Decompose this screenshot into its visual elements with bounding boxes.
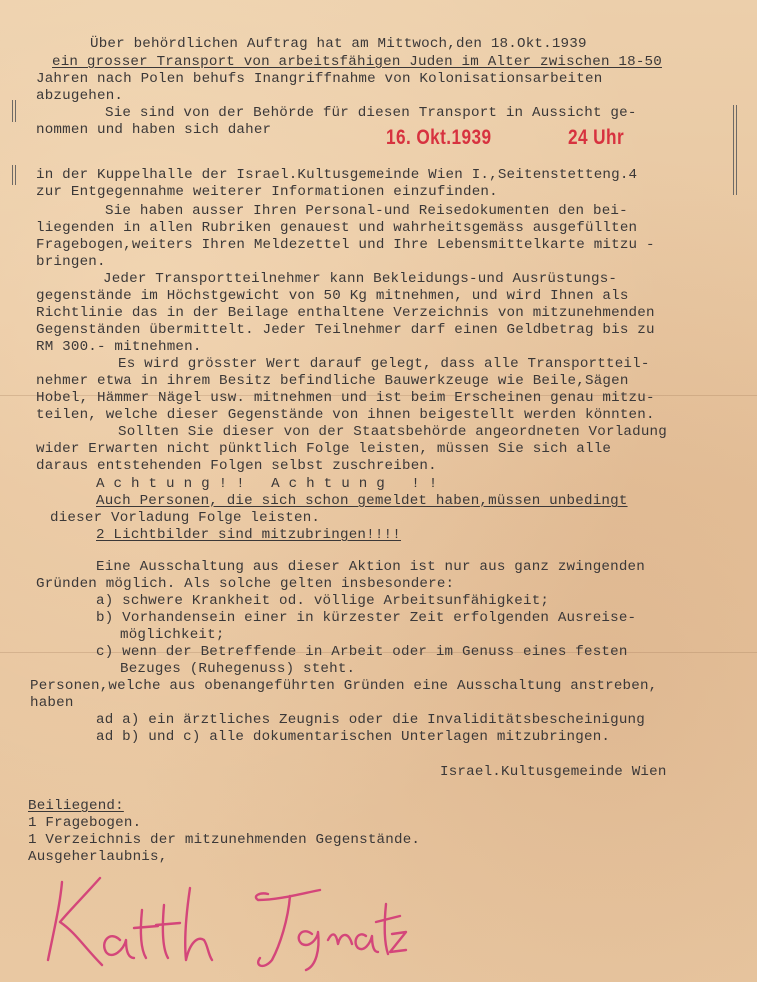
text-line: haben bbox=[30, 695, 74, 711]
text-line: zur Entgegennahme weiterer Informationen einzufinden. bbox=[36, 184, 498, 200]
text-line: wider Erwarten nicht pünktlich Folge leisten, müssen Sie sich alle bbox=[36, 441, 612, 457]
text-line: Eine Ausschaltung aus dieser Aktion ist nur aus ganz zwingenden bbox=[96, 559, 645, 575]
text-line: liegenden in allen Rubriken genauest und wahrheitsgemäss ausgefüllten bbox=[36, 220, 638, 236]
enclosures-heading: Beiliegend: bbox=[28, 798, 124, 814]
sender-name: Israel.Kultusgemeinde Wien bbox=[440, 764, 667, 780]
list-item: c) wenn der Betreffende in Arbeit oder im Genuss eines festen bbox=[96, 644, 628, 660]
text-line: Richtlinie das in der Beilage enthaltene Verzeichnis von mitzunehmenden bbox=[36, 305, 655, 321]
date-stamp: 16. Okt.1939 bbox=[386, 126, 492, 149]
text-line: nehmer etwa in ihrem Besitz befindliche Bauwerkzeuge wie Beile,Sägen bbox=[36, 373, 629, 389]
margin-mark bbox=[12, 100, 13, 122]
text-line: Jahren nach Polen behufs Inangriffnahme von Kolonisationsarbeiten bbox=[36, 71, 603, 87]
text-line: Personen,welche aus obenangeführten Gründen eine Ausschaltung anstreben, bbox=[30, 678, 658, 694]
handwritten-signature bbox=[40, 870, 410, 975]
text-line: bringen. bbox=[36, 254, 106, 270]
text-line: Sie haben ausser Ihren Personal-und Reisedokumenten den bei- bbox=[105, 203, 628, 219]
margin-mark bbox=[15, 165, 16, 185]
text-line: gegenstände im Höchstgewicht von 50 Kg mitnehmen, und wird Ihnen als bbox=[36, 288, 629, 304]
text-line: Gründen möglich. Als solche gelten insbesondere: bbox=[36, 576, 455, 592]
text-line: ein grosser Transport von arbeitsfähigen Juden im Alter zwischen 18-50 bbox=[52, 54, 662, 70]
list-item: Bezuges (Ruhegenuss) steht. bbox=[120, 661, 356, 677]
margin-mark bbox=[12, 165, 13, 185]
text-line: Es wird grösster Wert darauf gelegt, dass alle Transportteil- bbox=[118, 356, 650, 372]
text-line: teilen, welche dieser Gegenstände von ihnen beigestellt werden könnten. bbox=[36, 407, 655, 423]
enclosure-item: Ausgeherlaubnis, bbox=[28, 849, 168, 865]
text-line: Hobel, Hämmer Nägel usw. mitnehmen und ist beim Erscheinen genau mitzu- bbox=[36, 390, 655, 406]
list-item: a) schwere Krankheit od. völlige Arbeitsunfähigkeit; bbox=[96, 593, 550, 609]
text-line: abzugehen. bbox=[36, 88, 124, 104]
enclosure-item: 1 Verzeichnis der mitzunehmenden Gegenstände. bbox=[28, 832, 421, 848]
time-stamp: 24 Uhr bbox=[568, 126, 625, 149]
text-line: in der Kuppelhalle der Israel.Kultusgemeinde Wien I.,Seitenstetteng.4 bbox=[36, 167, 638, 183]
list-item: b) Vorhandensein einer in kürzester Zeit erfolgenden Ausreise- bbox=[96, 610, 637, 626]
text-line: Gegenständen übermittelt. Jeder Teilnehmer darf einen Geldbetrag bis zu bbox=[36, 322, 655, 338]
margin-mark bbox=[736, 105, 737, 195]
warning-line: Achtung!! Achtung !! bbox=[96, 476, 447, 492]
text-line: RM 300.- mitnehmen. bbox=[36, 339, 202, 355]
text-line: ad a) ein ärztliches Zeugnis oder die Invaliditätsbescheinigung bbox=[96, 712, 645, 728]
text-line: Auch Personen, die sich schon gemeldet haben,müssen unbedingt bbox=[96, 493, 628, 509]
list-item: möglichkeit; bbox=[120, 627, 225, 643]
text-line: Sie sind von der Behörde für diesen Transport in Aussicht ge- bbox=[105, 105, 637, 121]
text-line: daraus entstehenden Folgen selbst zuschreiben. bbox=[36, 458, 437, 474]
text-line: 2 Lichtbilder sind mitzubringen!!!! bbox=[96, 527, 401, 543]
text-line: Fragebogen,weiters Ihren Meldezettel und Ihre Lebensmittelkarte mitzu - bbox=[36, 237, 655, 253]
text-line: Über behördlichen Auftrag hat am Mittwoch,den 18.Okt.1939 bbox=[90, 36, 587, 52]
text-line: Jeder Transportteilnehmer kann Bekleidungs-und Ausrüstungs- bbox=[103, 271, 618, 287]
margin-mark bbox=[733, 105, 734, 195]
enclosure-item: 1 Fragebogen. bbox=[28, 815, 142, 831]
text-line: ad b) und c) alle dokumentarischen Unterlagen mitzubringen. bbox=[96, 729, 611, 745]
text-line: Sollten Sie dieser von der Staatsbehörde angeordneten Vorladung bbox=[118, 424, 667, 440]
text-line: nommen und haben sich daher bbox=[36, 122, 272, 138]
text-line: dieser Vorladung Folge leisten. bbox=[50, 510, 321, 526]
margin-mark bbox=[15, 100, 16, 122]
